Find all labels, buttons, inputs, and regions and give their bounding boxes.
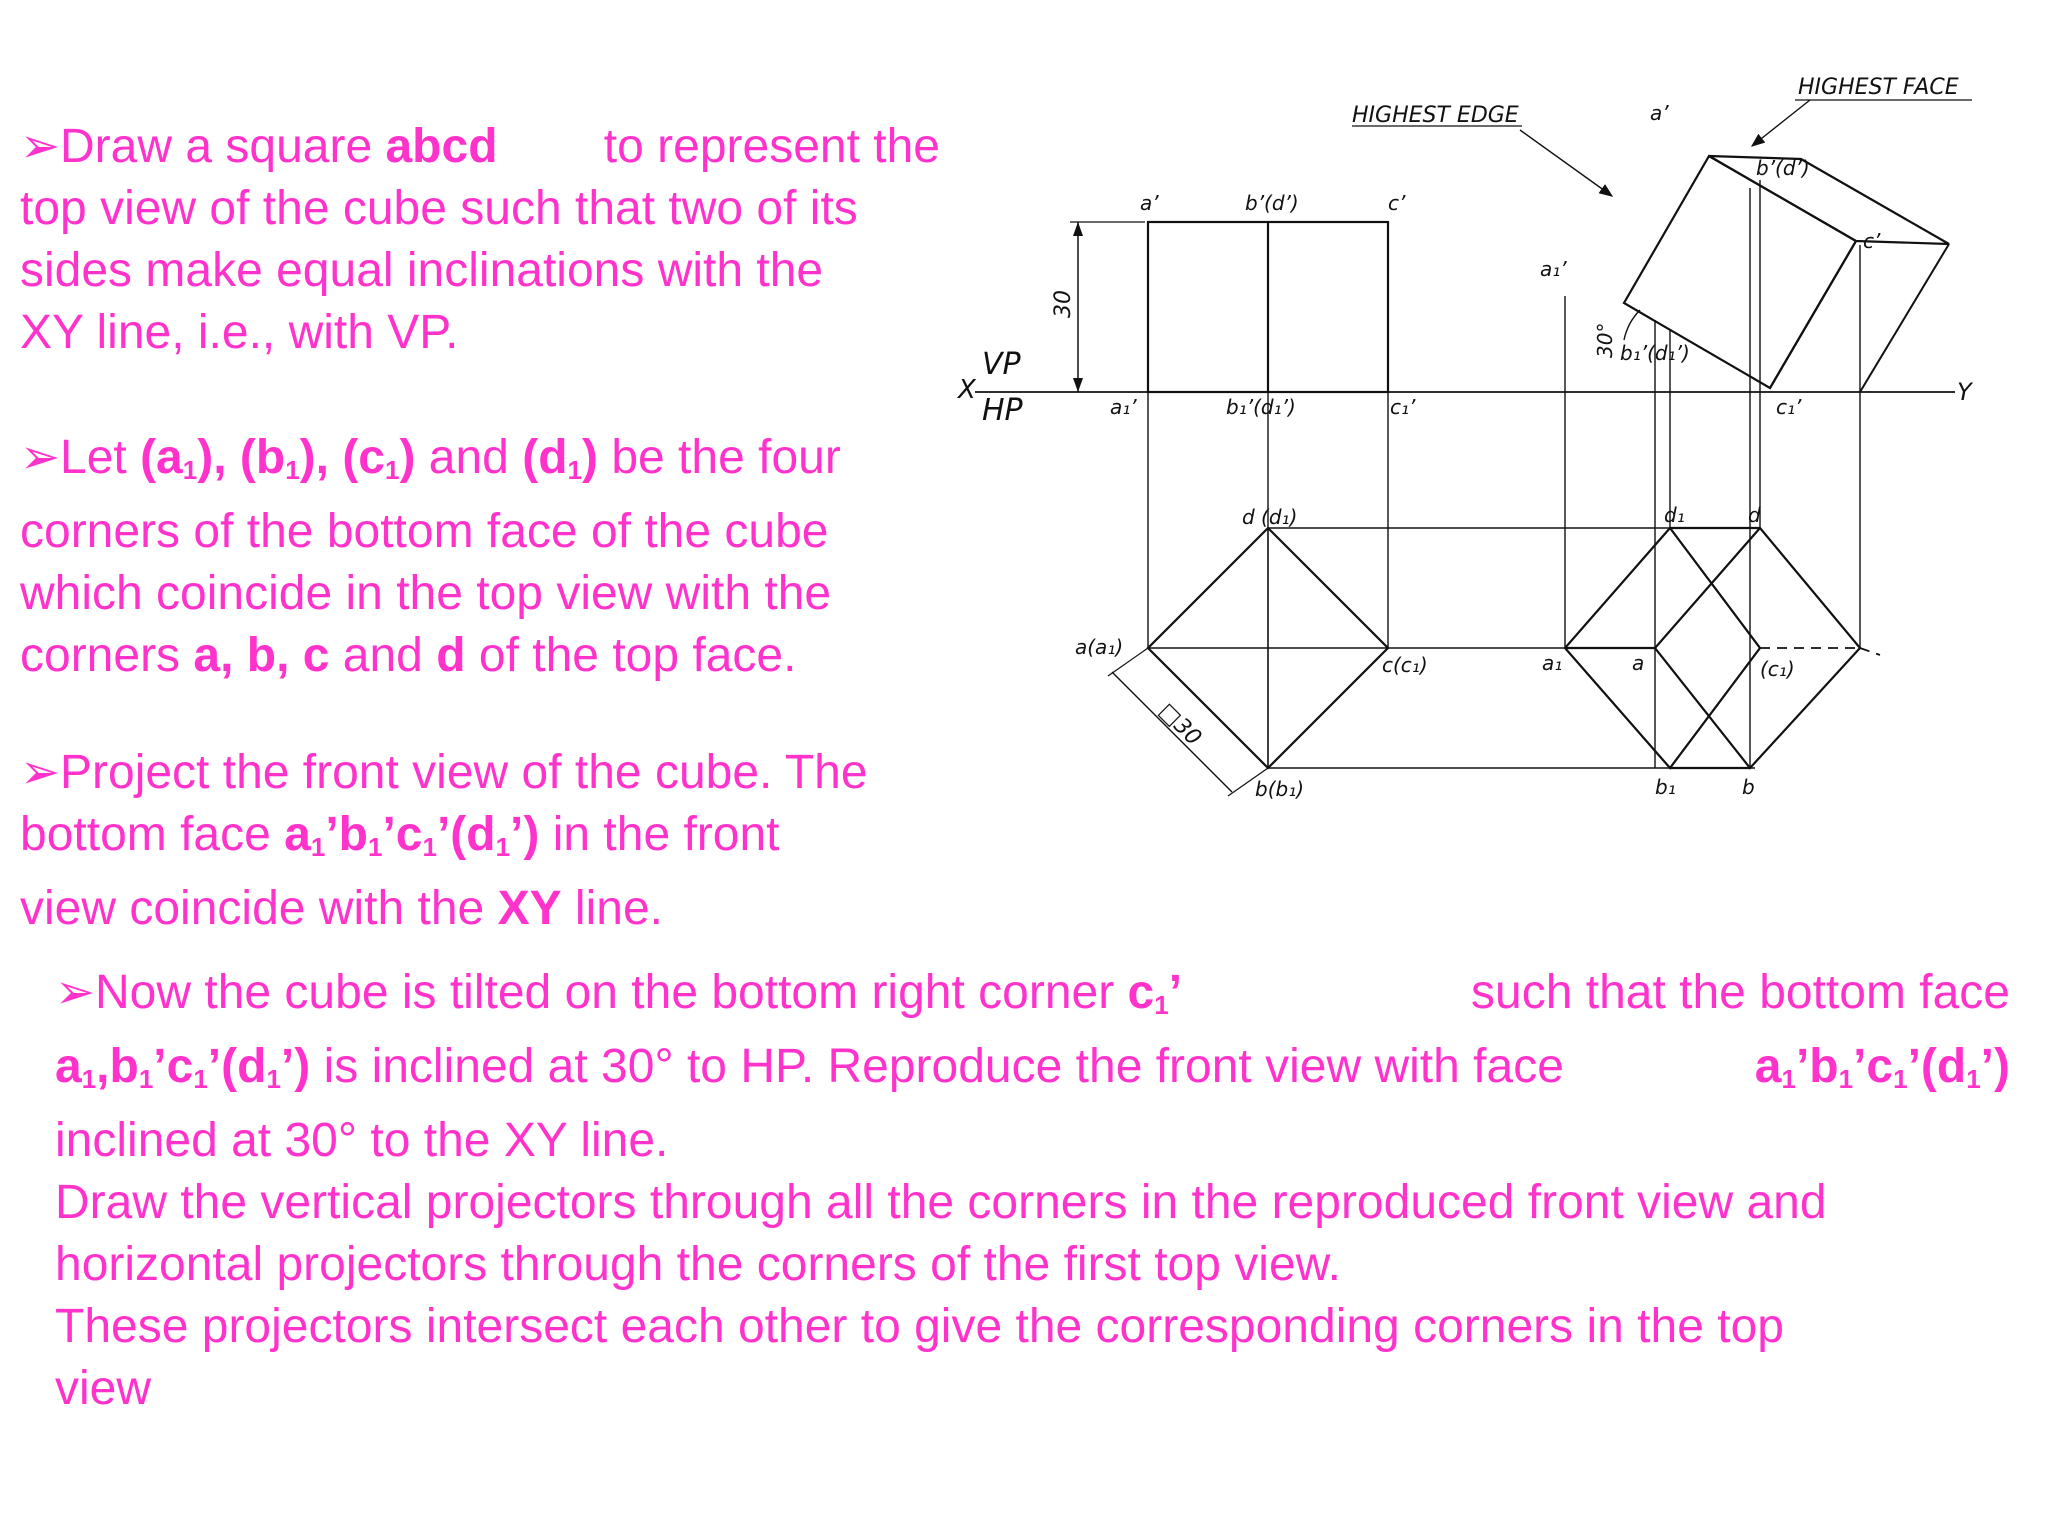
label-x: X [958,375,976,405]
label-tv1-bb1: b(b₁) [1255,777,1305,801]
para4-line7: view [55,1362,152,1415]
label-hp: HP [982,393,1023,428]
para3-line2: bottom face $a_1’b_1’c_1’(d_1’)$ in the front [20,808,780,862]
label-tv2-a1: a₁ [1542,651,1563,675]
bullet-arrow-icon: ➢ [20,746,61,799]
para1-line1: ➢Draw a square abcd to represent the [20,116,940,178]
label-y: Y [1957,378,1972,406]
para2-line3: which coincide in the top view with the [20,567,832,620]
para2-line1: ➢Let $(a_1)$, $(b_1)$, $(c_1)$ and $(d_1)$ be the four [20,427,940,501]
label-fv2-c1: c₁’ [1776,395,1802,419]
label-tv2-d: d [1748,503,1761,527]
para1-line4: XY line, i.e., with VP. [20,306,459,359]
para1-line2: top view of the cube such that two of its [20,182,858,235]
label-tv2-a: a [1632,651,1645,675]
label-tv1-dd1: d (d₁) [1242,505,1298,529]
label-square-30: □30 [1153,698,1206,751]
label-fv2-bd: b’(d’) [1756,156,1810,180]
label-highest-edge: HIGHEST EDGE [1352,103,1519,128]
label-highest-face: HIGHEST FACE [1798,75,1959,100]
label-fv1-b1d1: b₁’(d₁’) [1226,395,1296,419]
paragraph-front-view [20,742,940,940]
label-vp: VP [982,347,1021,382]
highest-edge-leader [1520,130,1612,196]
label-dim-30: 30 [1051,290,1076,318]
para3-line1: ➢Project the front view of the cube. The [20,742,940,804]
front-view-2-tilted-upper [1709,156,1949,244]
paragraph-tilted-cube [55,962,2010,1420]
paragraph-bottom-face [20,427,940,687]
label-tv2-b: b [1742,775,1755,799]
hidden-edge [1860,648,1880,655]
bullet-arrow-icon: ➢ [55,966,96,1019]
para4-line6: These projectors intersect each other to give the corresponding corners in the top [55,1300,1784,1353]
para4-line1: ➢Now the cube is tilted on the bottom right corner $c_1$’ such that the bottom face [55,962,2010,1036]
bullet-arrow-icon: ➢ [20,120,61,173]
para4-line2: $a_1,b_1’c_1’(d_1’)$ is inclined at 30° to HP. Reproduce the front view with face $a_1’b_1’c_1’(d_1’)$ [55,1040,2010,1094]
label-tv2-b1: b₁ [1655,775,1676,799]
angle-30-arc [1624,310,1640,340]
label-fv1-c: c’ [1388,191,1406,215]
para4-line3: inclined at 30° to the XY line. [55,1114,669,1167]
para2-line4: corners a, b, c and d of the top face. [20,629,797,682]
hidden-edge [1670,648,1760,768]
para4-line5: horizontal projectors through the corners of the first top view. [55,1238,1341,1291]
label-fv2-b1d1: b₁’(d₁’) [1620,341,1690,365]
paragraph-top-view [20,116,940,364]
cube-projection-drawing [945,50,2035,830]
label-fv2-c: c’ [1863,229,1881,253]
label-fv1-a: a’ [1140,191,1159,215]
label-tv1-aa1: a(a₁) [1075,635,1124,659]
label-fv1-a1: a₁’ [1110,395,1137,419]
front-view-2-edge [1860,244,1949,392]
dimension-arrow-up-icon [1073,222,1083,236]
label-fv1-bd: b’(d’) [1245,191,1299,215]
label-tv2-c1: (c₁) [1760,657,1795,681]
bullet-arrow-icon: ➢ [20,431,61,484]
label-tv2-d1: d₁ [1664,503,1685,527]
para2-line2: corners of the bottom face of the cube [20,505,829,558]
label-fv2-a1: a₁’ [1540,257,1567,281]
label-fv2-a: a’ [1650,101,1669,125]
dimension-arrow-down-icon [1073,378,1083,392]
para3-line3: view coincide with the XY line. [20,882,663,935]
para1-line3: sides make equal inclinations with the [20,244,824,297]
highest-face-leader [1752,100,1810,146]
front-view-2-edge [1770,241,1856,388]
label-fv1-c1: c₁’ [1390,395,1416,419]
label-angle-30: 30° [1593,322,1617,358]
hidden-edge [1670,528,1760,648]
para4-line4: Draw the vertical projectors through all the corners in the reproduced front view and [55,1176,1827,1229]
label-tv1-cc1: c(c₁) [1382,653,1428,677]
